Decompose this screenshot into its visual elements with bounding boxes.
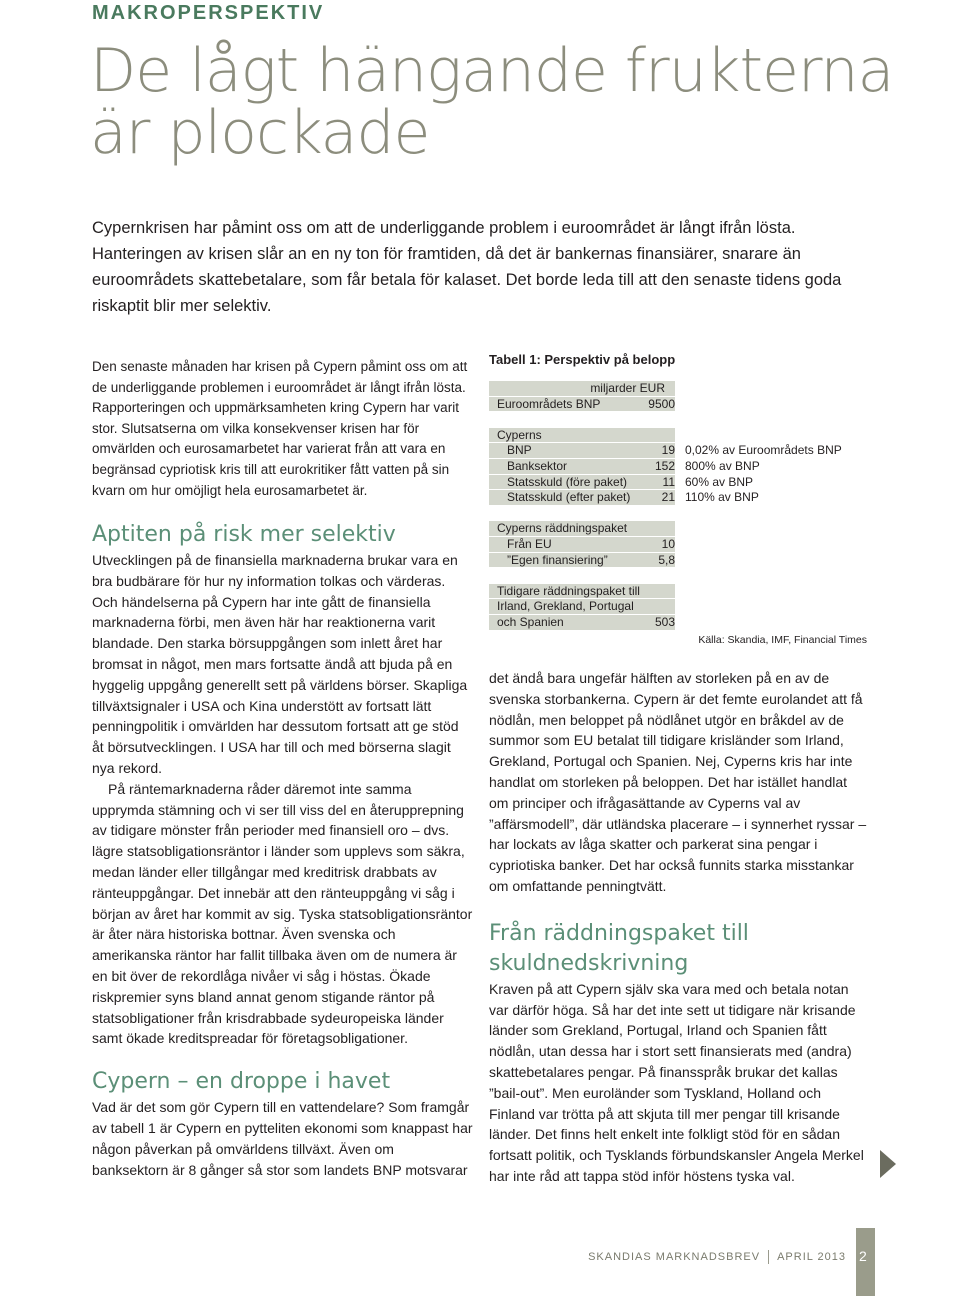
paragraph-cypern: Vad är det som gör Cypern till en vattendelare? Som framgår av tabell 1 är Cypern en pytteliten ekonomi som knappast har någon påverkan på omvärldens tillväxt. Även om banksektorn är 8 gånger så stor som landets BNP motsvarar [92,1099,473,1178]
table-perspektiv [489,352,869,646]
subheading-cypern: Cypern – en droppe i havet [92,1069,391,1095]
paragraph-right-1: det ändå bara ungefär hälften av storleken på en av de svenska storbankerna. Cypern är det femte eurolandet att få nödlån, men beloppet på nödlånet utgör en bråkdel av de summor som EU betalat till tidigare krisländer som Irland, Grekland, Portugal och Spanien. Nej, Cyperns kris har inte handlat om storleken på beloppen. Det har istället handlat om principer och ifrågasättande av Cyperns val av ”affärsmodell”, där utländska placerare – i synnerhet ryssar – har lockats av låga skatter och parkerat sina pengar i cypriotiska banker. Det har också funnits starka misstankar om omfattande penningtvätt. [489,670,867,894]
table-row: Banksektor 152 800% av BNP [489,459,869,475]
subheading-risk: Aptiten på risk mer selektiv [92,522,396,547]
table-row: Euroområdets BNP 9500 [489,397,869,413]
left-column-body [92,520,474,1180]
right-column-body [489,668,869,1187]
table-row: Tidigare räddningspaket till [489,584,869,600]
paragraph-risk-2: På räntemarknaderna råder däremot inte samma upprymda stämning och vi ser till viss del en återupprepning av tidigare mönster från perioder med finansiell oro – dvs. lägre statsobligationsräntor i länder som upplevs som säkra, medan länder eller tillgångar med kreditrisk drabbats av ränteuppgångar. Det innebär att den ränteuppgång vi såg i början av året har kommit av sig. Tyska statsobligationsräntor är åter nära historiska bottnar. Även svenska och amerikanska räntor har fallit tillbaka även om de numera är en bit över de rekordlåga nivåer vi såg i höstas. Ökade riskpremier syns bland annat genom stigande räntor på statsobligationer från krisdrabbade sydeuropeiska länder samt ökade kreditspreadar för företagsobligationer. [92,780,473,1047]
ingress-paragraph: Cypernkrisen har påmint oss om att de underliggande problem i euroområdet är långt ifrån lösta. Hanteringen av krisen slår an en ny ton för framtiden, då det är bankernas finansiärer, snarare än euroområdets skattebetalare, som får betala för kalaset. Det borde leda till att den senaste tidens goda riskaptit blir mer selektiv. [92,219,842,315]
footer-divider [768,1250,769,1264]
footer [588,1250,846,1264]
table-title: Tabell 1: Perspektiv på belopp [489,352,676,367]
next-page-arrow-icon[interactable] [880,1150,896,1178]
headline [90,36,894,168]
table-row: Från EU 10 [489,537,869,553]
publication-name: SKANDIAS MARKNADSBREV [588,1250,761,1263]
paragraph-right-2: Kraven på att Cypern själv ska vara med och betala notan var därför höga. Så har det inte sett ut tidigare när krisande länder som Grekland, Portugal, Irland och Spanien fått nödlån, utan dessa har i stort sett finansierats med (andra) skattebetalares pengar. På finansspråk brukar det kallas ”bail-out”. Men euroländer som Tyskland, Holland och Finland var trötta på att skjuta till mer pengar till krisande länder. Det finns helt enkelt inte folkligt stöd för en sådan fortsatt politik, och Tysklands förbundskansler Angela Merkel har inte råd att tappa stöd inför höstens tyska val. [489,980,864,1184]
table-row: Statsskuld (efter paket) 21 110% av BNP [489,490,869,506]
table-row [489,381,869,397]
table-row: Statsskuld (före paket) 11 60% av BNP [489,475,869,491]
paragraph-risk-1: Utvecklingen på de finansiella marknaderna brukar vara en bra budbärare för hur ny information tolkas och värderas. Och händelserna på Cypern har inte gått de finansiella marknaderna förbi, men även här har reaktionerna varit blandade. Den starka börsuppgången som inlett året har bromsat in något, men mars fortsatte ändå att bjuda på en hyggelig uppgång generellt sett på världens börser. Skapliga tillväxtsignaler i USA och Kina understött av fortsatt lätt penningpolitik i omvärlden har dessutom fortsatt att ge stöd åt börsutvecklingen. I USA har till och med börserna slagit nya rekord. [92,552,468,776]
headline-line-2: är plockade [90,98,430,168]
table-row: Cyperns räddningspaket [489,521,869,537]
publication-date: APRIL 2013 [777,1250,846,1263]
page-number: 2 [859,1248,867,1264]
table-row: Irland, Grekland, Portugal [489,599,869,615]
subheading-raddningspaket: Från räddningspaket till skuldnedskrivning [489,920,749,976]
intro-paragraph: Den senaste månaden har krisen på Cypern påmint oss om att de underliggande problemen i euroområdet är långt ifrån lösta. Rapporteringen och uppmärksamheten kring Cypern har varit stor. Slutsatserna om vilka konsekvenser krisen har för omvärlden och eurosamarbetet har varierat från att vara en begränsad cypriotisk kris till att eurokritiker fått vatten på sin kvarn om hur omöjligt hela eurosamarbetet är. [92,359,468,498]
headline-line-1: De lågt hängande frukterna [90,36,894,106]
table-source: Källa: Skandia, IMF, Financial Times [698,634,867,646]
section-label: MAKROPERSPEKTIV [92,2,325,24]
table-row: BNP 19 0,02% av Euroområdets BNP [489,443,869,459]
table-row: Cyperns [489,428,869,444]
table-row: och Spanien 503 [489,615,869,631]
table-row: ”Egen finansiering” 5,8 [489,553,869,569]
table-unit: miljarder EUR [489,381,675,396]
